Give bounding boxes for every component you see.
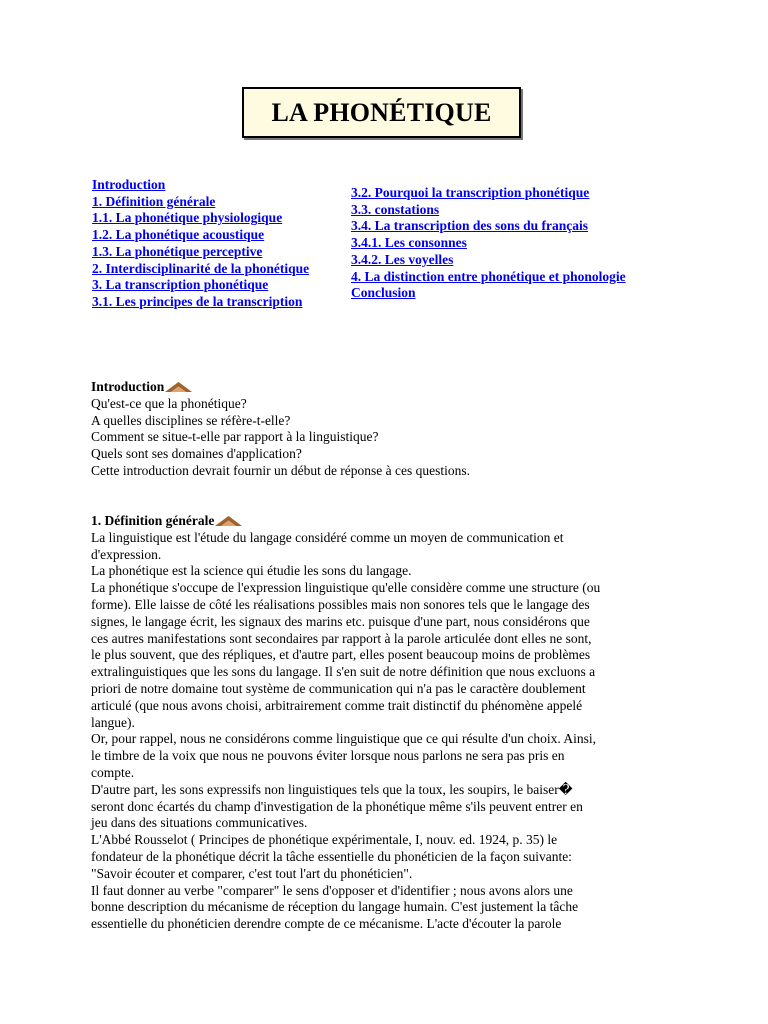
toc-link-transcription-phonetique[interactable]: 3. La transcription phonétique (92, 277, 269, 293)
toc-link-phonetique-acoustique[interactable]: 1.2. La phonétique acoustique (92, 227, 265, 243)
toc-link-consonnes[interactable]: 3.4.1. Les consonnes (351, 235, 467, 251)
definition-section (91, 513, 691, 933)
toc-left-column (92, 177, 309, 311)
toc-link-conclusion[interactable]: Conclusion (351, 285, 416, 301)
toc-link-phonetique-perceptive[interactable]: 1.3. La phonétique perceptive (92, 243, 263, 259)
paragraph-line: le plus souvent, que des répliques, et d'autre part, elles posent beaucoup moins de problèmes (91, 647, 591, 663)
introduction-section (91, 379, 691, 480)
toc-link-voyelles[interactable]: 3.4.2. Les voyelles (351, 251, 454, 267)
intro-line: Cette introduction devrait fournir un début de réponse à ces questions. (91, 462, 471, 478)
paragraph-line: La phonétique s'occupe de l'expression linguistique qu'elle considère comme une structure (ou (91, 580, 601, 596)
toc-link-constations[interactable]: 3.3. constations (351, 201, 440, 217)
toc-link-definition-generale[interactable]: 1. Définition générale (92, 193, 216, 209)
paragraph-line: articulé (que nous avons choisi, arbitrairement comme trait distinctif du phénomène appelé (91, 697, 583, 713)
toc-link-phonetique-physiologique[interactable]: 1.1. La phonétique physiologique (92, 210, 283, 226)
paragraph-line: ces autres manifestations sont secondaires par rapport à la parole articulée dont elles ne sont, (91, 630, 592, 646)
paragraph-line: priori de notre domaine tout système de communication qui n'a pas le caractère doublement (91, 680, 586, 696)
paragraph-line: Il faut donner au verbe "comparer" le sens d'opposer et d'identifier ; nous avons alors une (91, 882, 573, 898)
definition-heading-text: 1. Définition générale (91, 513, 215, 528)
intro-line: A quelles disciplines se réfère-t-elle? (91, 412, 291, 428)
paragraph-line: L'Abbé Rousselot ( Principes de phonétique expérimentale, I, nouv. ed. 1924, p. 35) le (91, 832, 558, 848)
paragraph-line: signes, le langage écrit, les signaux des marins etc. puisque d'une part, nous considérons que (91, 613, 590, 629)
toc-link-transcription-sons-francais[interactable]: 3.4. La transcription des sons du français (351, 218, 589, 234)
paragraph-line: La linguistique est l'étude du langage considéré comme un moyen de communication et (91, 529, 564, 545)
paragraph-line: compte. (91, 764, 135, 780)
introduction-heading-text: Introduction (91, 379, 165, 394)
toc-link-phonetique-phonologie[interactable]: 4. La distinction entre phonétique et phonologie (351, 268, 626, 284)
toc-link-pourquoi-transcription[interactable]: 3.2. Pourquoi la transcription phonétique (351, 185, 590, 200)
page-title: LA PHONÉTIQUE (242, 87, 521, 138)
paragraph-line: jeu dans des situations communicatives. (91, 815, 308, 831)
back-to-top-arrow-icon[interactable] (164, 381, 193, 393)
paragraph-line: seront donc écartés du champ d'investigation de la phonétique même s'ils peuvent entrer en (91, 798, 583, 814)
definition-heading (91, 513, 691, 530)
back-to-top-arrow-icon[interactable] (214, 515, 243, 527)
paragraph-line: bonne description du mécanisme de réception du langage humain. C'est justement la tâche (91, 899, 579, 915)
paragraph-line: d'expression. (91, 546, 162, 562)
paragraph-line: langue). (91, 714, 135, 730)
paragraph-line: fondateur de la phonétique décrit la tâche essentielle du phonéticien de la façon suivante: (91, 848, 572, 864)
paragraph-line: forme). Elle laisse de côté les réalisations possibles mais non sonores tels que le langage des (91, 596, 590, 612)
toc-link-interdisciplinarite[interactable]: 2. Interdisciplinarité de la phonétique (92, 260, 310, 276)
toc-right-column (351, 185, 626, 302)
paragraph-line: le timbre de la voix que nous ne pouvons éviter lorsque nous parlons ne sera pas pris en (91, 748, 565, 764)
toc-link-principes-transcription[interactable]: 3.1. Les principes de la transcription (92, 293, 303, 309)
paragraph-line: "Savoir écouter et comparer, c'est tout l'art du phonéticien". (91, 865, 413, 881)
paragraph-line: D'autre part, les sons expressifs non linguistiques tels que la toux, les soupirs, le baiser� (91, 781, 573, 797)
paragraph-line: extralinguistiques que les sons du langage. Il s'en suit de notre définition que nous excluons a (91, 664, 596, 680)
intro-line: Comment se situe-t-elle par rapport à la linguistique? (91, 429, 379, 445)
intro-line: Quels sont ses domaines d'application? (91, 446, 302, 462)
intro-line: Qu'est-ce que la phonétique? (91, 395, 247, 411)
introduction-heading (91, 379, 691, 396)
paragraph-line: La phonétique est la science qui étudie les sons du langage. (91, 563, 412, 579)
paragraph-line: essentielle du phonéticien derendre compte de ce mécanisme. L'acte d'écouter la parole (91, 916, 562, 932)
paragraph-line: Or, pour rappel, nous ne considérons comme linguistique que ce qui résulte d'un choix. Ainsi, (91, 731, 597, 747)
toc-link-introduction[interactable]: Introduction (92, 177, 166, 192)
